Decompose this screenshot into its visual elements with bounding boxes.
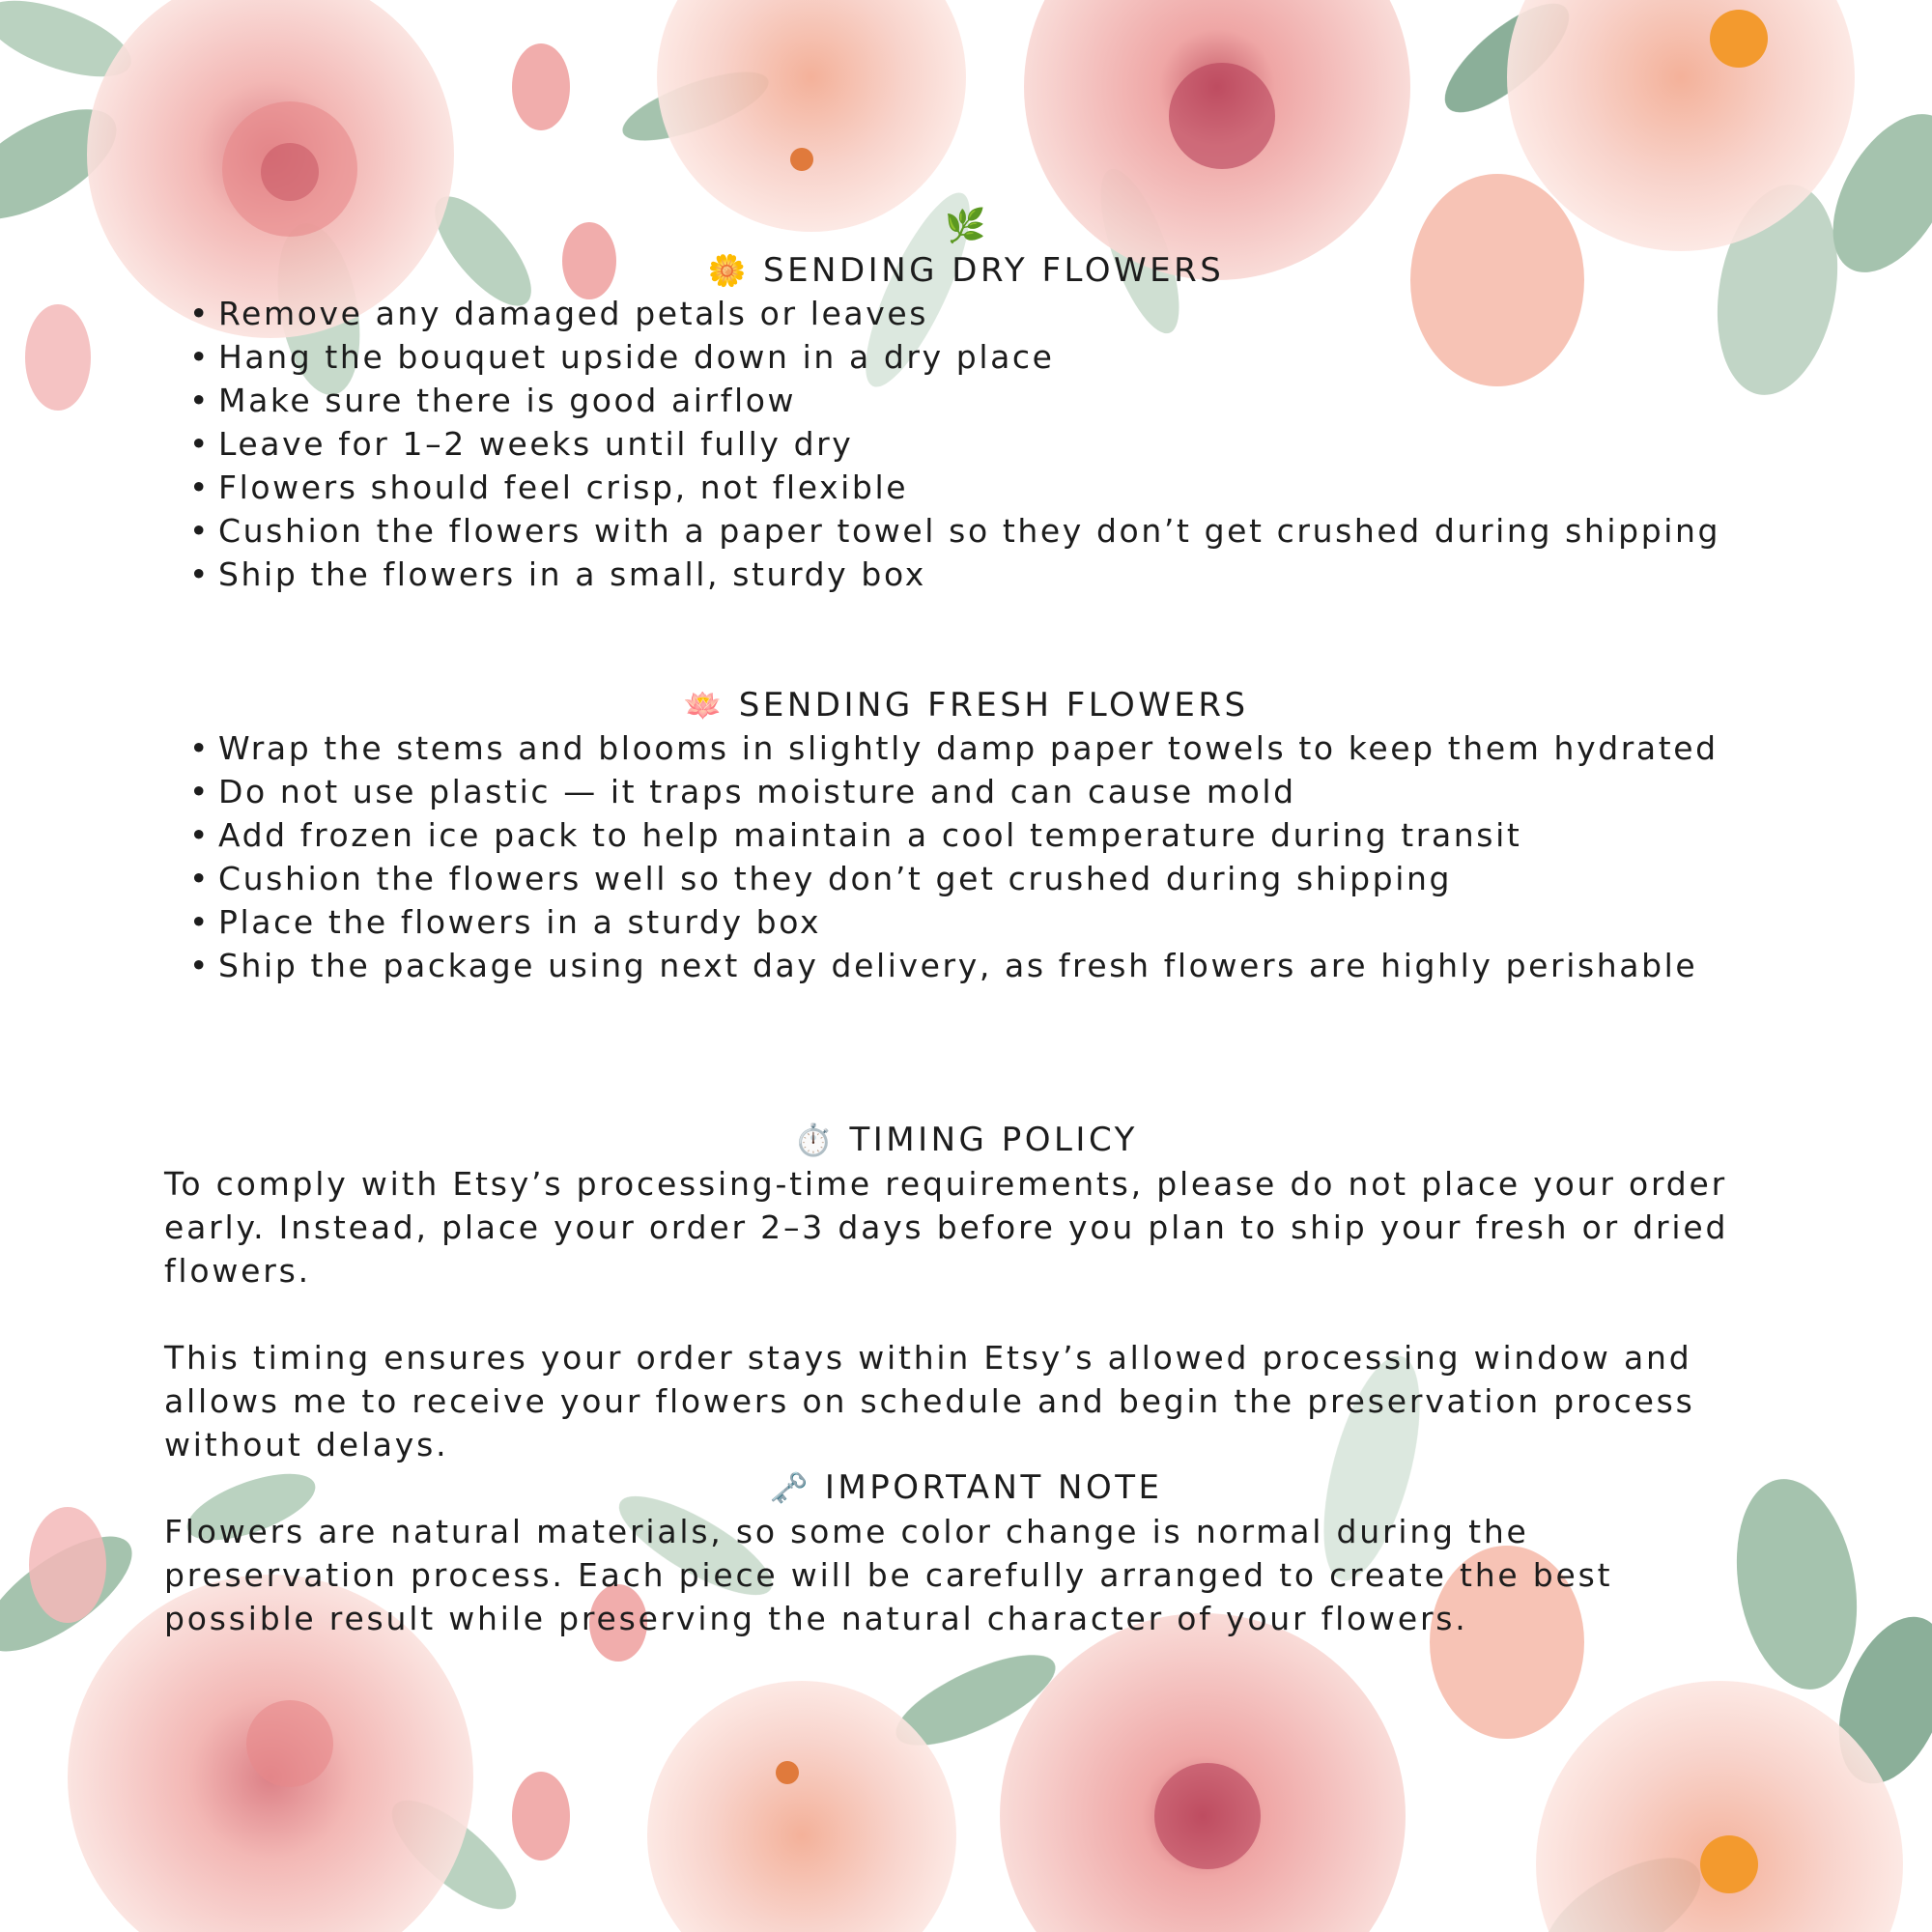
leaf-sprig-icon: 🌿 (945, 207, 986, 245)
heading-timing-policy (0, 1119, 1932, 1162)
list-item: • Cushion the flowers well so they don’t get crushed during shipping (164, 857, 1729, 900)
list-item: • Add frozen ice pack to help maintain a cool temperature during transit (164, 813, 1729, 857)
important-note-paragraph: Flowers are natural materials, so some color change is normal during the preservation process. Each piece will be carefully arranged to create the best possible result while preserving the natural character of your flowers. (164, 1513, 1613, 1637)
list-item: • Leave for 1–2 weeks until fully dry (164, 422, 1729, 466)
timing-paragraph-2: This timing ensures your order stays within Etsy’s allowed processing window and allows me to receive your flowers on schedule and begin the preservation process without delays. (164, 1339, 1695, 1463)
heading-text: TIMING POLICY (849, 1121, 1138, 1159)
heading-text: SENDING FRESH FLOWERS (738, 686, 1249, 724)
list-item: • Cushion the flowers with a paper towel so they don’t get crushed during shipping (164, 509, 1729, 553)
list-item: • Place the flowers in a sturdy box (164, 900, 1729, 944)
blossom-icon: 🌼 (707, 252, 750, 289)
list-item: • Ship the package using next day delivery, as fresh flowers are highly perishable (164, 944, 1729, 987)
heading-fresh-flowers (0, 684, 1932, 727)
lotus-icon: 🪷 (683, 687, 725, 724)
list-item: • Hang the bouquet upside down in a dry place (164, 335, 1729, 379)
dry-flowers-list (164, 292, 1729, 596)
heading-text: SENDING DRY FLOWERS (762, 251, 1225, 290)
timing-paragraph-1: To comply with Etsy’s processing-time requirements, please do not place your order early. Instead, place your order 2–3 days before you plan to ship your fresh or dried flowers. (164, 1165, 1729, 1290)
heading-important-note (0, 1466, 1932, 1510)
heading-text: IMPORTANT NOTE (824, 1468, 1163, 1507)
fresh-flowers-list (164, 726, 1729, 987)
list-item: • Wrap the stems and blooms in slightly damp paper towels to keep them hydrated (164, 726, 1729, 770)
list-item: • Make sure there is good airflow (164, 379, 1729, 422)
list-item: • Flowers should feel crisp, not flexible (164, 466, 1729, 509)
key-icon: 🗝️ (769, 1469, 811, 1506)
stopwatch-icon: ⏱️ (794, 1122, 837, 1158)
list-item: • Remove any damaged petals or leaves (164, 292, 1729, 335)
heading-dry-flowers (0, 249, 1932, 293)
list-item: • Ship the flowers in a small, sturdy box (164, 553, 1729, 596)
list-item: • Do not use plastic — it traps moisture and can cause mold (164, 770, 1729, 813)
